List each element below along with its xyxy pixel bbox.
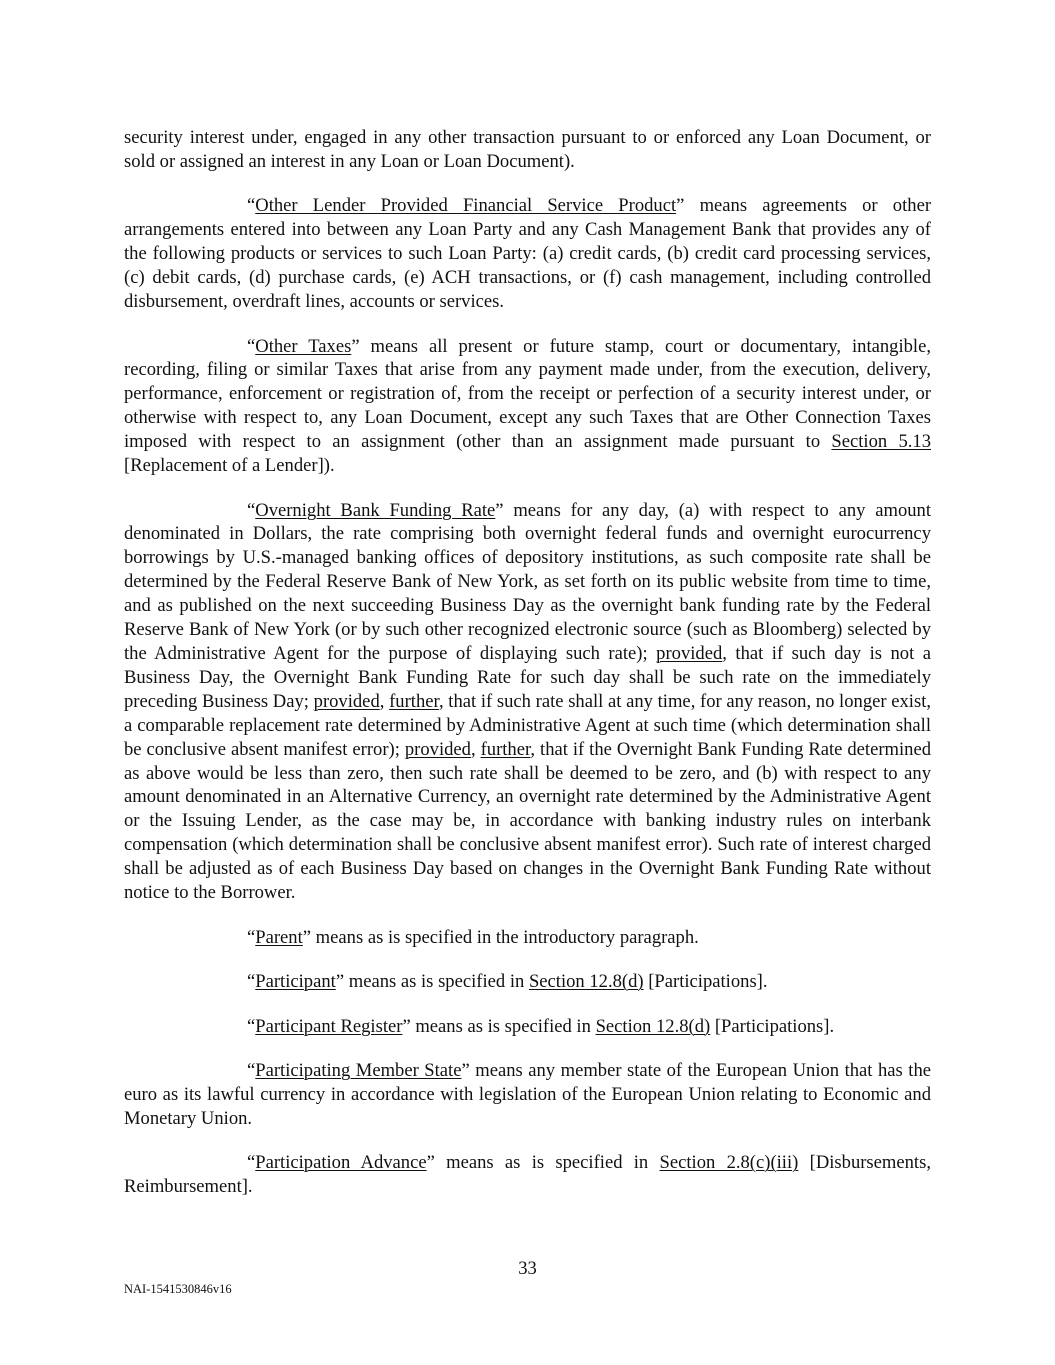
proviso-provided: provided: [313, 690, 380, 712]
definition-text: , that if such day is not a Business Day, the Overnight Bank Funding Rate for such day shall be such rate on the immediately preceding Business Day;: [124, 643, 931, 712]
definition-text: , that if such rate shall at any time, for any reason, no longer exist, a comparable replacement rate determined by Administrative Agent at such time (which determination shall be conclusive absent manifest error);: [124, 690, 932, 760]
definition-other-lender-provided-financial-service-product: [124, 194, 931, 314]
separator: ,: [379, 690, 390, 712]
definition-participation-advance: [124, 1151, 931, 1199]
open-quote: “: [247, 926, 256, 948]
definition-text: ” means any member state of the European Union that has the euro as its lawful currency in accordance with legislation of the European Union relating to Economic and Monetary Union.: [124, 1060, 931, 1129]
open-quote: “: [247, 1015, 256, 1037]
definition-text: ” means as is specified in: [402, 1015, 596, 1037]
section-reference: Section 5.13: [831, 431, 931, 453]
definition-participating-member-state: [124, 1059, 931, 1131]
definition-participant: [124, 970, 931, 994]
defined-term: Participating Member State: [255, 1060, 462, 1082]
definition-text: ” means as is specified in: [426, 1152, 660, 1174]
definition-text: [Participations].: [710, 1015, 835, 1037]
open-quote: “: [247, 499, 256, 521]
defined-term: Parent: [255, 926, 303, 948]
proviso-further: further: [480, 738, 531, 760]
definition-participant-register: [124, 1015, 931, 1039]
defined-term: Overnight Bank Funding Rate: [255, 499, 496, 521]
proviso-further: further: [389, 690, 439, 712]
definition-text: ” means as is specified in the introductory paragraph.: [302, 926, 699, 948]
defined-term: Participant: [255, 971, 336, 993]
separator: ,: [470, 738, 481, 760]
open-quote: “: [247, 1152, 256, 1174]
defined-term: Participant Register: [255, 1015, 403, 1037]
definition-text: ” means all present or future stamp, court or documentary, intangible, recording, filing or similar Taxes that arise from any payment made under, from the execution, delivery, performance, enforcement or registration of, from the receipt or perfection of a security interest under, or otherwise with respect to, any Loan Document, except any such Taxes that are Other Connection Taxes imposed with respect to an assignment (other than an assignment made pursuant to: [124, 335, 931, 453]
defined-term: Other Lender Provided Financial Service Product: [255, 195, 677, 217]
open-quote: “: [247, 335, 256, 357]
definition-text: [Replacement of a Lender]).: [124, 455, 335, 477]
page-number: 33: [518, 1258, 537, 1279]
definition-parent: [124, 926, 931, 950]
open-quote: “: [247, 971, 256, 993]
defined-term: Participation Advance: [255, 1152, 427, 1174]
definition-text: [Participations].: [643, 971, 768, 993]
definition-other-taxes: [124, 335, 931, 478]
section-reference: Section 2.8(c)(iii): [659, 1152, 799, 1174]
section-reference: Section 12.8(d): [528, 971, 644, 993]
definition-text: [Disbursements, Reimbursement].: [124, 1152, 931, 1198]
definition-text: ” means agreements or other arrangements entered into between any Loan Party and any Cash Management Bank that provides any of the following products or services to such Loan Party: (a) credit cards, (b) credit card processing services, (c) debit cards, (d) purchase cards, (e) ACH transactions, or (f) cash management, including controlled disbursement, overdraft lines, accounts or services.: [124, 195, 932, 313]
definition-text: ” means as is specified in: [335, 971, 529, 993]
definition-text: , that if the Overnight Bank Funding Rate determined as above would be less than zero, then such rate shall be deemed to be zero, and (b) with respect to any amount denominated in an Alternative Currency, an overnight rate determined by the Administrative Agent or the Issuing Lender, as the case may be, in accordance with banking industry rules on interbank compensation (which determination shall be conclusive absent manifest error). Such rate of interest charged shall be adjusted as of each Business Day based on changes in the Overnight Bank Funding Rate without notice to the Borrower.: [124, 738, 931, 904]
proviso-provided: provided: [404, 738, 471, 760]
continuation-paragraph: [124, 126, 931, 174]
definition-overnight-bank-funding-rate: [124, 499, 931, 905]
defined-term: Other Taxes: [255, 335, 352, 357]
document-id: NAI-1541530846v16: [124, 1282, 232, 1296]
continuation-text: security interest under, engaged in any other transaction pursuant to or enforced any Loan Document, or sold or assigned an interest in any Loan or Loan Document).: [124, 127, 931, 172]
open-quote: “: [247, 195, 256, 217]
definition-text: ” means for any day, (a) with respect to any amount denominated in Dollars, the rate comprising both overnight federal funds and overnight eurocurrency borrowings by U.S.-managed banking offices of depository institutions, as such composite rate shall be determined by the Federal Reserve Bank of New York, as set forth on its public website from time to time, and as published on the next succeeding Business Day as the overnight bank funding rate by the Federal Reserve Bank of New York (or by such other recognized electronic source (such as Bloomberg) selected by the Administrative Agent for the purpose of displaying such rate);: [124, 499, 931, 664]
document-body: [124, 126, 931, 1220]
section-reference: Section 12.8(d): [595, 1015, 711, 1037]
open-quote: “: [247, 1060, 256, 1082]
proviso-provided: provided: [656, 643, 723, 664]
